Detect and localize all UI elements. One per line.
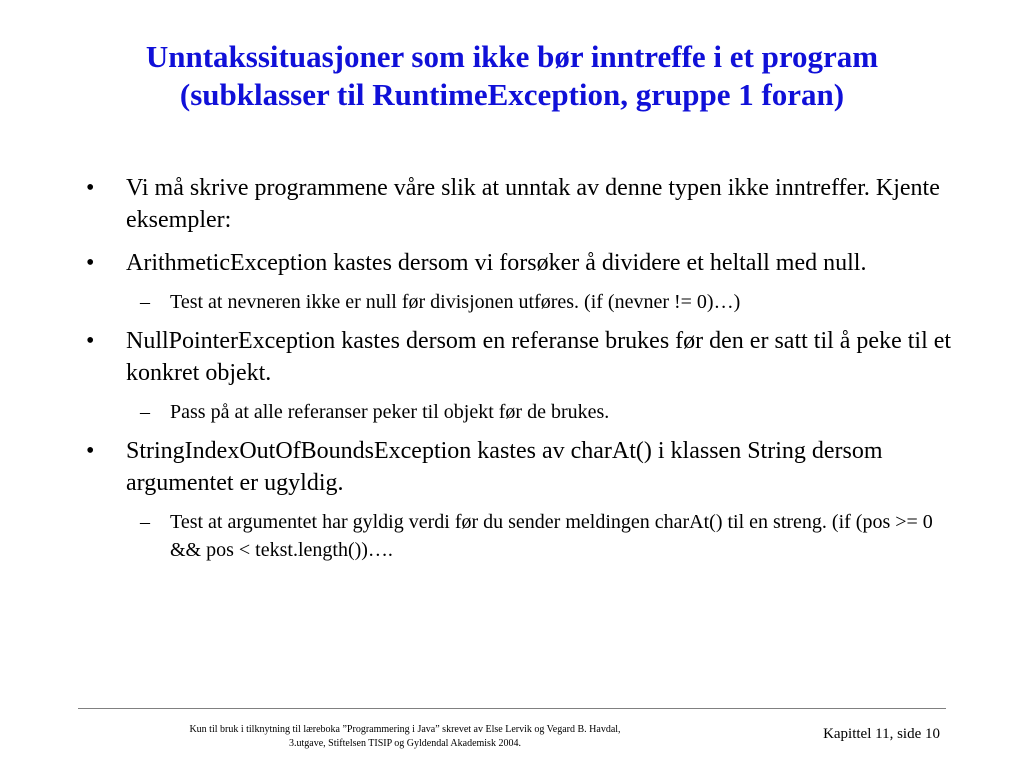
sub-bullet-item [86,398,966,426]
bullet-marker: • [86,175,95,201]
bullet-marker: • [86,250,95,276]
sub-bullet-marker: – [140,291,150,313]
sub-bullet-text: Pass på at alle referanser peker til objekt før de brukes. [170,401,610,423]
bullet-text: StringIndexOutOfBoundsException kastes av charAt() i klassen String dersom argumentet er ugyldig. [126,438,883,496]
sub-bullet-marker: – [140,511,150,533]
footer-note-line-1: Kun til bruk i tilknytning til læreboka ”Programmering i Java” skrevet av Else Lervik og Vegard B. Havdal, [189,724,621,735]
sub-bullet-item [86,288,966,316]
bullet-text: Vi må skrive programmene våre slik at unntak av denne typen ikke inntreffer. Kjente eksempler: [126,175,940,233]
sub-bullet-item [86,508,966,564]
bullet-text: ArithmeticException kastes dersom vi forsøker å dividere et heltall med null. [126,250,867,276]
bullet-list [86,172,966,573]
slide-title [60,38,964,114]
footer-divider [78,708,946,709]
bullet-item [86,172,966,236]
sub-bullet-text: Test at nevneren ikke er null før divisjonen utføres. (if (nevner != 0)…) [170,291,741,313]
sub-bullet-marker: – [140,401,150,423]
bullet-item [86,435,966,499]
footer-copyright-note [150,723,660,751]
bullet-item [86,325,966,389]
slide-title-line-2: (subklasser til RuntimeException, gruppe 1 foran) [179,77,845,112]
bullet-marker: • [86,328,95,354]
sub-bullet-text: Test at argumentet har gyldig verdi før du sender meldingen charAt() til en streng. (if (pos >= 0 && pos < tekst.length())…. [170,511,933,561]
page-number: Kapittel 11, side 10 [823,726,940,742]
slide-title-line-1: Unntakssituasjoner som ikke bør inntreffe i et program [145,39,879,74]
footer-note-line-2: 3.utgave, Stiftelsen TISIP og Gyldendal Akademisk 2004. [289,738,521,749]
bullet-marker: • [86,438,95,464]
bullet-text: NullPointerException kastes dersom en referanse brukes før den er satt til å peke til et konkret objekt. [126,328,952,386]
bullet-item [86,247,966,279]
